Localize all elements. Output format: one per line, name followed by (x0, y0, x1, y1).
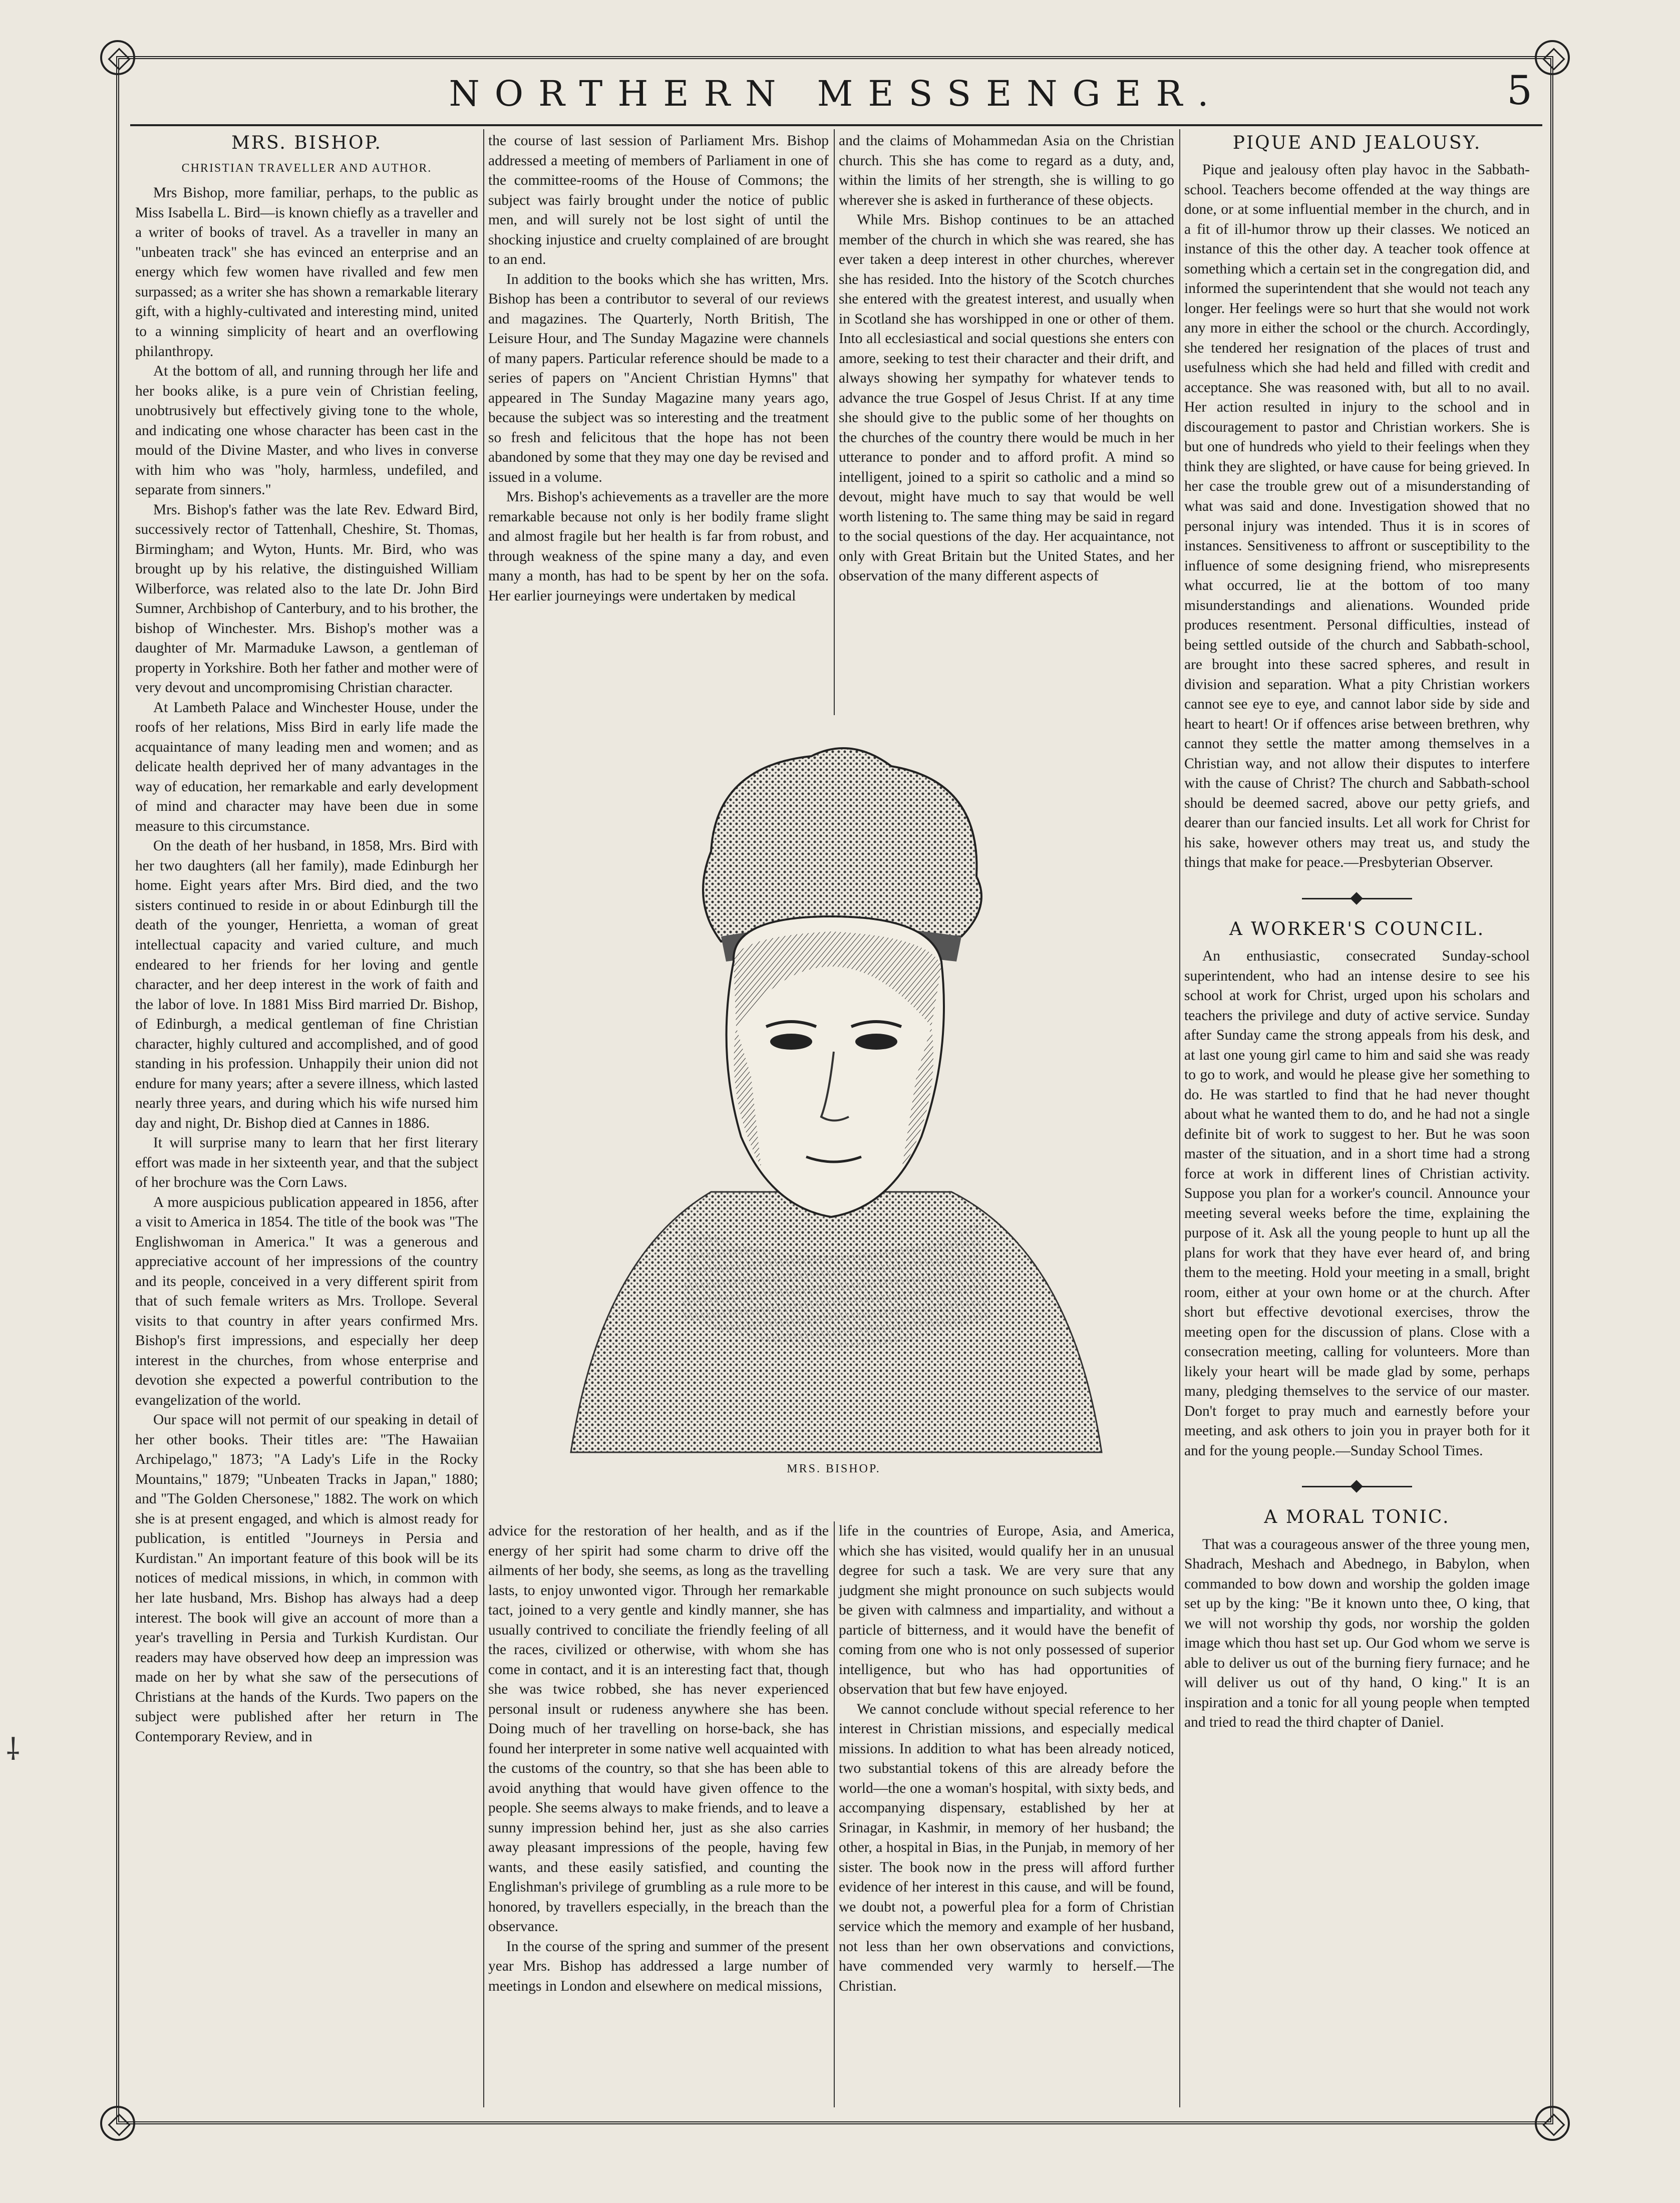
paragraph: Mrs. Bishop's achievements as a traveller are the more remarkable because not only is her bodily frame slight and almost fragile but her health is far from robust, and through weakness of the spine many a day, and even many a month, has had to be spent by her on the sofa. Her earlier journeyings were undertaken by medical (488, 489, 829, 604)
portrait-caption: MRS. BISHOP. (787, 1462, 881, 1475)
article-column-3-bottom (839, 1521, 1174, 1996)
paragraph: A more auspicious publication appeared in 1856, after a visit to America in 1854. The title of the book was "The Englishwoman in America." It was a generous and appreciative account of her impressions of the country and its people, conceived in a very different spirit from that of such female writers as Mrs. Trollope. Several visits to that country in after years confirmed Mrs. Bishop's first impressions, and especially her deep interest in the churches, from whose enterprise and devotion she expected a powerful contribution to the evangelization of the world. (135, 1194, 478, 1408)
column-rule (1179, 129, 1180, 2107)
article-title: A WORKER'S COUNCIL. (1229, 918, 1485, 939)
page-number: 5 (1507, 67, 1532, 114)
paragraph: It will surprise many to learn that her first literary effort was made in her sixteenth year, and that the subject of her brochure was the Corn Laws. (135, 1135, 478, 1191)
paragraph: That was a courageous answer of the three young men, Shadrach, Meshach and Abednego, in Babylon, when commanded to bow down and worship the golden image set up by the king: "Be it known unto thee, O king, that we will not worship thy gods, nor worship the golden image which thou hast set up. Our God whom we serve is able to deliver us out of the burning fiery furnace; and he will deliver us out of thy hand, O king." It is an inspiration and a tonic for all young people when tempted and tried to read the third chapter of Daniel. (1184, 1536, 1530, 1731)
article-title: MRS. BISHOP. (231, 133, 382, 153)
column-rule (834, 1521, 835, 2107)
paragraph: At the bottom of all, and running through her life and her books alike, is a pure vein of Christian feeling, unobtrusively but effectively giving tone to the whole, and indicating one whose character has been cast in the mould of the Divine Master, and who lives in converse with him who was "holy, harmless, undefiled, and separate from sinners." (135, 363, 478, 498)
article-column-1 (135, 131, 478, 1747)
paragraph: Pique and jealousy often play havoc in the Sabbath-school. Teachers become offended at the way things are done, or at some influential member in the church, and in a fit of ill-humor throw up their classes. We noticed an instance of this the other day. A teacher took offence at something which a certain set in the congregation did, and informed the superintendent that she would not teach any longer. Her feelings were so hurt that she would not work any more in either the school or the church. Accordingly, she tendered her resignation of the places of trust and usefulness which she had held and filled with credit and acceptance. She was reasoned with, but all to no avail. Her action resulted in injury to the school and in discouragement to pastor and Christian workers. She is but one of hundreds who yield to their feelings when they think they are slighted, or have cause for being grieved. In her case the trouble grew out of a misunderstanding of what was said and done. Investigation showed that no personal injury was intended. Thus it is in scores of instances. Sensitiveness to affront or susceptibility to the influence of some designing friend, who misrepresents what occurred, lie at the bottom of too many misunderstandings and alienations. Wounded pride produces resentment. Personal difficulties, instead of being settled outside of the church and Sabbath-school, are brought into these sacred spheres, and result in division and separation. What a pity Christian workers cannot see eye to eye, and cannot labor side by side and heart to heart! Or if offences arise between brethren, why cannot they settle the matter among themselves in a Christian way, and not allow their disputes to interfere with the cause of Christ? The church and Sabbath-school should be deemed sacred, above our petty griefs, and dearer than our fancied insults. Let all work for Christ for his sake, however others may treat us, and study the things that make for peace.—Presbyterian Observer. (1184, 162, 1530, 871)
section-divider (1302, 1486, 1412, 1487)
article-column-3 (839, 131, 1174, 586)
paragraph: life in the countries of Europe, Asia, and America, which she has visited, would qualify her in an unusual degree for such a task. We are very sure that any judgment she might pronounce on such subjects would be given with calmness and impartiality, and without a particle of bitterness, and it would have the benefit of coming from one who is not only possessed of superior intelligence, but who has had opportunities of observation that but few have enjoyed. (839, 1523, 1174, 1698)
newspaper-title: NORTHERN MESSENGER. (449, 73, 1224, 114)
article-title: A MORAL TONIC. (1264, 1507, 1450, 1528)
article-subtitle: CHRISTIAN TRAVELLER AND AUTHOR. (181, 162, 432, 175)
paragraph: and the claims of Mohammedan Asia on the Christian church. This she has come to regard as a duty, and, within the limits of her strength, she is willing to go wherever she is asked in furtherance of these objects. (839, 133, 1174, 208)
article-title: PIQUE AND JEALOUSY. (1232, 133, 1482, 153)
paragraph: While Mrs. Bishop continues to be an attached member of the church in which she was reared, she has ever taken a deep interest in other churches, wherever she has resided. Into the history of the Scotch churches she entered with the greatest interest, and usually when in Scotland she has worshipped in one or other of them. Into all ecclesiastical and social questions she enters con amore, seeking to test their character and their drift, and always showing her sympathy for whatever tends to advance the true Gospel of Jesus Christ. If at any time she should give to the public some of her thoughts on the churches of the country there would be much in her utterance to ponder and to afford profit. A mind so intelligent, joined to a spirit so catholic and a mind so devout, might have much to say that would be well worth listening to. The same thing may be said in regard to the social questions of the day. Her acquaintance, not only with Great Britain but the United States, and her observation of the many different aspects of (839, 212, 1174, 584)
paragraph: Mrs Bishop, more familiar, perhaps, to the public as Miss Isabella L. Bird—is known chiefly as a traveller and a writer of books of travel. As a traveller in many an "unbeaten track" she has evinced an enterprise and an energy which few women have rivalled and few men surpassed; as a writer she has shown a remarkable literary gift, with a highly-cultivated and interesting mind, united to a winning simplicity of heart and an overflowing philanthropy. (135, 185, 478, 360)
paragraph: At Lambeth Palace and Winchester House, under the roofs of her relations, Miss Bird in early life made the acquaintance of many leading men and women; and as delicate health deprived her of many advantages in the way of education, her remarkable and early development of mind and character may have been due in some measure to this circumstance. (135, 699, 478, 834)
masthead (130, 64, 1542, 126)
column-rule (834, 129, 835, 715)
paragraph: An enthusiastic, consecrated Sunday-school superintendent, who had an intense desire to see his school at work for Christ, urged upon his scholars and teachers the privilege and duty of active service. Sunday after Sunday came the strong appeals from his desk, and at last one young girl came to him and said she was ready to go to work, and would he please give her something to do. He was startled to find that he had never thought about what he wanted them to do, and he had not a single definite bit of work to suggest to her. But he was soon master of the situation, and in a short time had a strong force at work in different lines of Christian activity. Suppose you plan for a worker's council. Announce your meeting several weeks before the time, explaining the purpose of it. Ask all the young people to hunt up all the plans for work that they have ever heard of, and bring them to the meeting. Hold your meeting in a small, bright room, either at your own home or at the church. After short but effective devotional exercises, throw the meeting open for the discussion of plans. Close with a consecration meeting, calling for volunteers. More than likely your heart will be made glad by some, perhaps many, pledging themselves to the service of our master. Don't forget to pray much and earnestly before your meeting, and ask others to join you in prayer both for it and for the young people.—Sunday School Times. (1184, 948, 1530, 1459)
paragraph: Mrs. Bishop's father was the late Rev. Edward Bird, successively rector of Tattenhall, Cheshire, St. Thomas, Birmingham; and Wyton, Hunts. Mr. Bird, who was brought up by his relative, the distinguished William Wilberforce, was related also to the late Dr. John Bird Sumner, Archbishop of Canterbury, and to his brother, the bishop of Winchester. Mrs. Bishop's mother was a daughter of Mr. Marmaduke Lawson, a gentleman of property in Yorkshire. Both her father and mother were of very devout and uncompromising Christian character. (135, 501, 478, 696)
portrait-illustration (501, 726, 1167, 1457)
article-column-4 (1184, 131, 1530, 1733)
paragraph: In the course of the spring and summer of the present year Mrs. Bishop has addressed a large number of meetings in London and elsewhere on medical missions, (488, 1938, 829, 1994)
paragraph: On the death of her husband, in 1858, Mrs. Bird with her two daughters (all her family), made Edinburgh her home. Eight years after Mrs. Bird died, and the two sisters continued to reside in or about Edinburgh till the death of the younger, Henrietta, a woman of great intellectual capacity and varied culture, and much endeared to her friends for her loving and gentle character, and her deep interest in the work of faith and the labor of love. In 1881 Miss Bird married Dr. Bishop, of Edinburgh, a medical gentleman of fine Christian character, highly cultured and accomplished, and of good standing in his profession. Unhappily their union did not endure for many years; after a severe illness, which lasted nearly three years, and during which his wife nursed him day and night, Dr. Bishop died at Cannes in 1886. (135, 838, 478, 1131)
column-rule (483, 129, 484, 2107)
paragraph: In addition to the books which she has written, Mrs. Bishop has been a contributor to several of our reviews and magazines. The Quarterly, North British, The Leisure Hour, and The Sunday Magazine were channels of many papers. Particular reference should be made to a series of papers on "Ancient Christian Hymns" that appeared in The Sunday Magazine many years ago, because the subject was so interesting and the treatment so fresh and felicitous that the hope has not been abandoned by some that they may one day be revised and issued in a volume. (488, 271, 829, 485)
paragraph: advice for the restoration of her health, and as if the energy of her spirit had some charm to drive off the ailments of her body, she seems, as long as the travelling lasts, to enjoy unwonted vigor. Through her remarkable tact, joined to a very gentle and kindly manner, she has usually contrived to conciliate the friendly feeling of all the races, civilized or otherwise, with whom she has come in contact, and it is an interesting fact that, though she was twice robbed, she has never experienced personal insult or rudeness anywhere she has been. Doing much of her travelling on horse-back, she has found her interpreter in some native well acquainted with the customs of the country, so that she has been able to avoid anything that would have given offence to the people. She seems always to make friends, and to leave a sunny impression behind her, just as she also carries away pleasant impressions of the people, having few wants, and these easily satisfied, and counting the Englishman's privilege of grumbling as a rule more to be honored, by travellers especially, in the breach than the observance. (488, 1523, 829, 1935)
article-column-2 (488, 131, 829, 606)
paragraph: We cannot conclude without special reference to her interest in Christian missions, and especially medical missions. In addition to what has been already noticed, two substantial tokens of this are already before the world—the one a woman's hospital, with sixty beds, and accompanying dispensary, established by her at Srinagar, in Kashmir, in memory of her husband; the other, a hospital in Bias, in the Punjab, in memory of her sister. The book now in the press will afford further evidence of her interest in this cause, and will be found, we doubt not, a powerful plea for a form of Christian service which the memory and example of her husband, not less than her own observations and convictions, have commended very warmly to herself.—The Christian. (839, 1701, 1174, 1994)
article-column-2-bottom (488, 1521, 829, 1996)
paragraph: the course of last session of Parliament Mrs. Bishop addressed a meeting of members of Parliament in one of the committee-rooms of the House of Commons; the subject was fairly brought under the notice of public men, and will surely not be lost sight of until the shocking injustice and cruelty complained of are brought to an end. (488, 133, 829, 268)
binding-mark-icon: ⸸ (6, 1733, 21, 1766)
portrait-engraving (501, 726, 1167, 1517)
section-divider (1302, 898, 1412, 899)
paragraph: Our space will not permit of our speaking in detail of her other books. Their titles are: "The Hawaiian Archipelago," 1873; "A Lady's Life in the Rocky Mountains," 1879; "Unbeaten Tracks in Japan," 1880; and "The Golden Chersonese," 1882. The work on which she is at present engaged, and which is almost ready for publication, is entitled "Journeys in Persia and Kurdistan." An important feature of this book will be its notices of medical missions, in which, in common with her late husband, Mrs. Bishop has always had a deep interest. The book will give an account of more than a year's travelling in Persia and Turkish Kurdistan. Our readers may have observed how deep an impression was made on her by what she saw of the persecutions of Christians at the hands of the Kurds. Two papers on the subject were published after her return in The Contemporary Review, and in (135, 1412, 478, 1745)
